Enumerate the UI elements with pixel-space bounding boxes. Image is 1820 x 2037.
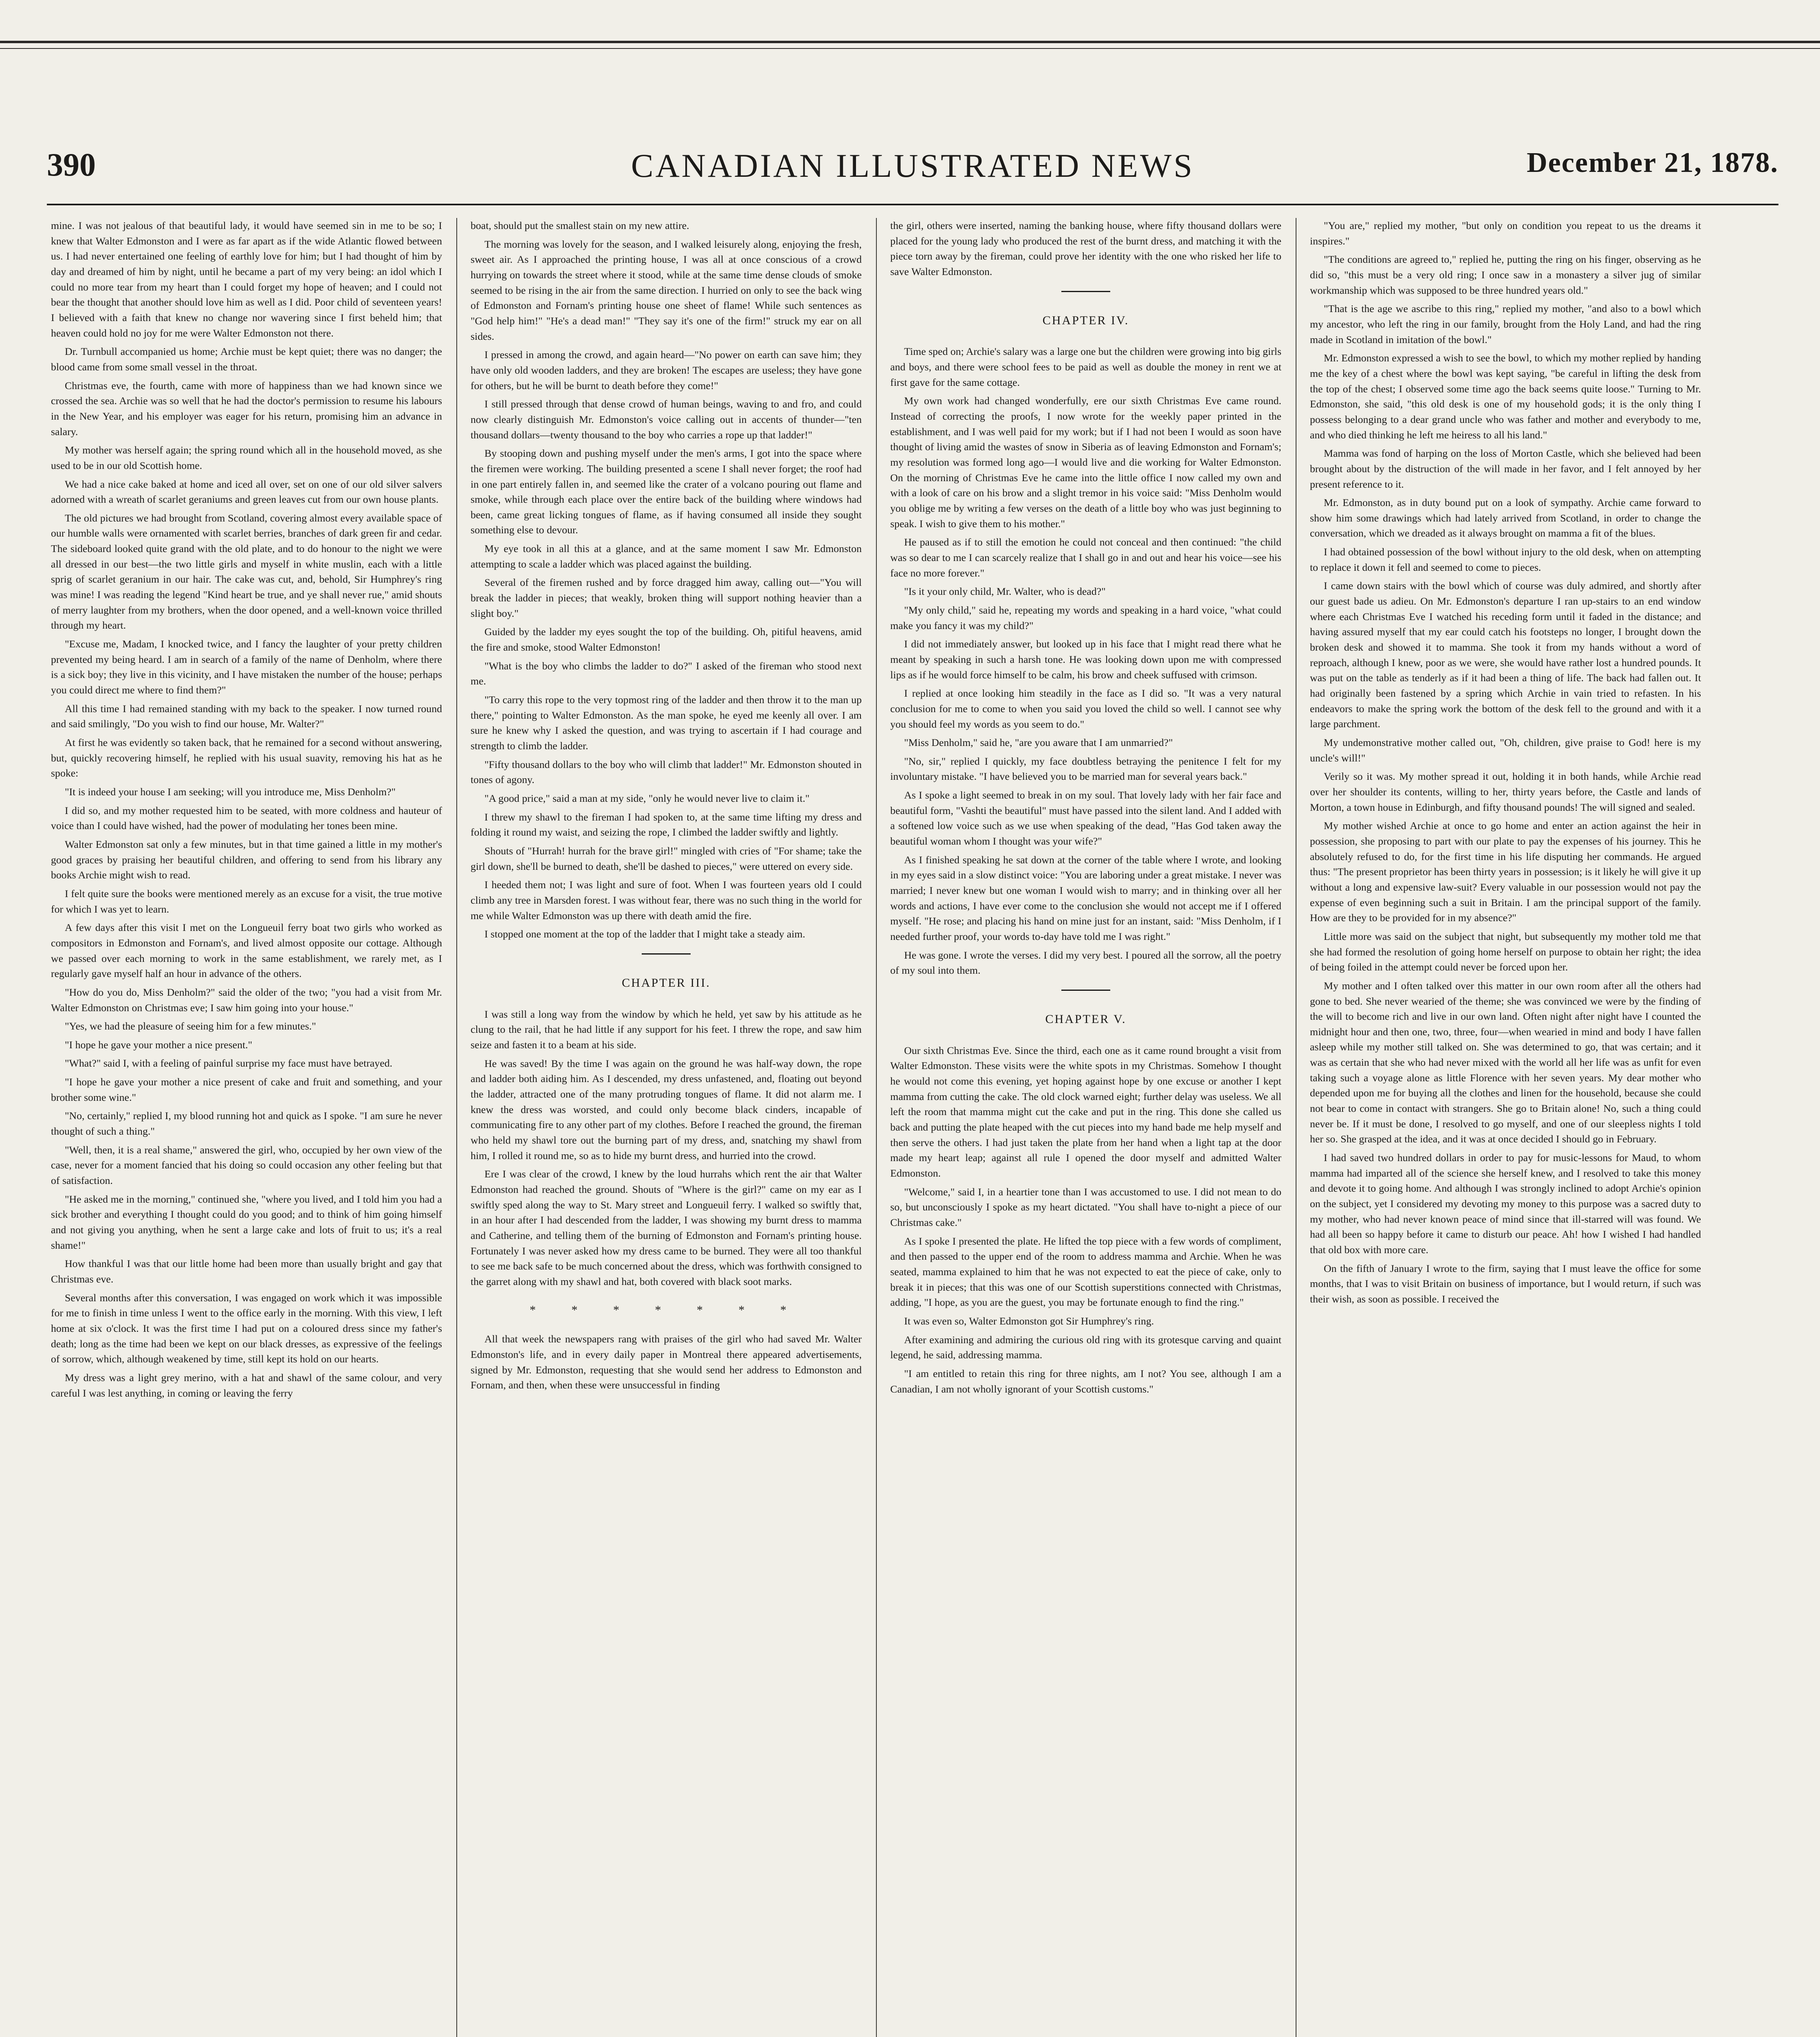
paragraph: As I finished speaking he sat down at the corner of the table where I wrote, and looking in my eyes said in a slow distinct voice: "You are laboring under a great mistake. I never was married; I never knew but one woman I would wish to marry; and in thinking over all her words and actions, I have ever come to the conclusion she would not accept me if I offered myself. "He rose; and placing his hand on mine just for an instant, said: "Miss Denholm, if I needed further proof, your words to-day have told me I was right.": [890, 854, 1281, 943]
paragraph: "What?" said I, with a feeling of painful surprise my face must have betrayed.: [65, 1057, 392, 1069]
paragraph: Several months after this conversation, I was engaged on work which it was impossible for me to finish in time unless I went to the office early in the morning. With this view, I left home at six o'clock. It was the first time I had put on a coloured dress since my father's death; long as the time had been we kept on our black dresses, as expressive of the feelings of sorrow, which, although weakened by time, still kept its hold on our hearts.: [51, 1291, 442, 1365]
paragraph: Walter Edmonston sat only a few minutes, but in that time gained a little in my mother's good graces by praising her beautiful children, and offering to send from his library any books Archie might wish to read.: [51, 838, 442, 881]
paragraph: Our sixth Christmas Eve. Since the third, each one as it came round brought a visit from Walter Edmonston. These visits were the white spots in my Christmas. Somehow I thought he would not come this evening, yet hoping against hope by one excuse or another I kept mamma from cutting the cake. The old clock warned eight; further delay was useless. We all left the room that mamma might cut the cake and put in the ring. This done she called us back and putting the plate heaped with the cut pieces into my hand bade me help myself and then serve the others. I had just taken the plate from her hand when a light tap at the door made my heart leap; against all rule I opened the door myself and admitted Walter Edmonston.: [890, 1044, 1281, 1179]
paragraph: "It is indeed your house I am seeking; will you introduce me, Miss Denholm?": [65, 785, 396, 798]
paragraph: After examining and admiring the curious old ring with its grotesque carving and quaint legend, he said, addressing mamma.: [890, 1333, 1281, 1361]
paragraph: I had obtained possession of the bowl without injury to the old desk, when on attempting to replace it down it fell and seemed to come to pieces.: [1310, 546, 1701, 573]
paragraph: mine. I was not jealous of that beautiful lady, it would have seemed sin in me to be so; I knew that Walter Edmonston and I were as far apart as if the wide Atlantic flowed between us. I had never entertained one feeling of earthly love for him; but I had thought of him by day and dreamed of him by night, until he became a part of my very being: an idol which I could no more tear from my heart than I could forget my hope of heaven; and I could not bear the thought that another should love him as well as I did. Poor child of seventeen years! I believed with a faith that knew no change nor wavering since I first beheld him; that heaven could hold no joy for me were Walter Edmonston not there.: [51, 220, 442, 339]
paragraph: "That is the age we ascribe to this ring," replied my mother, "and also to a bowl which my ancestor, who left the ring in our family, brought from the Holy Land, and had the ring made in Scotland in imitation of the bowl.": [1310, 303, 1701, 345]
paragraph: A few days after this visit I met on the Longueuil ferry boat two girls who worked as compositors in Edmonston and Fornam's, and lived almost opposite our cottage. Although we passed over each morning to work in the same establishment, we rarely met, as I regularly gave myself half an hour in advance of the others.: [51, 922, 442, 980]
paragraph: All that week the newspapers rang with praises of the girl who had saved Mr. Walter Edmonston's life, and in every daily paper in Montreal there appeared advertisements, signed by Mr. Edmonston, requesting that she would send her address to Edmonston and Fornam, and then, when these were unsuccessful in finding: [471, 1333, 862, 1391]
paragraph: I came down stairs with the bowl which of course was duly admired, and shortly after our guest bade us adieu. On Mr. Edmonston's departure I ran up-stairs to an end window where each Christmas Eve I watched his receding form until it faded in the distance; and having assured myself that my ear could catch his footsteps no longer, I brought down the broken desk and showed it to mamma. She took it from my hands without a word of reproach, although I knew, poor as we were, she would have rather lost a hundred pounds. It was put on the table as tenderly as if it had been a thing of life. The back had fallen out. It had originally been fastened by a spring which Archie in vain tried to refasten. In his endeavors to make the spring work the bottom of the desk fell to the ground and with it a large parchment.: [1310, 580, 1701, 730]
paragraph: I still pressed through that dense crowd of human beings, waving to and fro, and could now clearly distinguish Mr. Edmonston's voice calling out in accents of thunder—"ten thousand dollars—twenty thousand to the boy who carries a rope up that ladder!": [471, 398, 862, 441]
paragraph: Several of the firemen rushed and by force dragged him away, calling out—"You will break the ladder in pieces; that weakly, broken thing will support nothing heavier than a slight boy.": [471, 576, 862, 619]
paragraph: Little more was said on the subject that night, but subsequently my mother told me that she had formed the resolution of going home herself on purpose to obtain her right; the idea of being foiled in the attempt could never be forced upon her.: [1310, 930, 1701, 973]
paragraph: Shouts of "Hurrah! hurrah for the brave girl!" mingled with cries of "For shame; take the girl down, she'll be burned to death, she'll be dashed to pieces," were uttered on every side.: [471, 845, 862, 872]
paragraph: I stopped one moment at the top of the ladder that I might take a steady aim.: [484, 928, 805, 940]
paragraph: "What is the boy who climbs the ladder to do?" I asked of the fireman who stood next me.: [471, 660, 862, 687]
paragraph: It was even so, Walter Edmonston got Sir Humphrey's ring.: [904, 1315, 1154, 1327]
paragraph: He was saved! By the time I was again on the ground he was half-way down, the rope and ladder both aiding him. As I descended, my dress unfastened, and, floating out beyond the ladder, attracted one of the many protruding tongues of flame. It did not alarm me. I knew the dress was worsted, and could only become black cinders, incapable of communicating fire to any other part of my clothes. Before I reached the ground, the fireman who held my shawl tore out the burning part of my dress, and, snatching my shawl from him, I rolled it round me, so as to hide my burnt dress, and hurried into the crowd.: [471, 1057, 862, 1161]
paragraph: I did so, and my mother requested him to be seated, with more coldness and hauteur of voice than I could have wished, had the power of modulating her tones been mine.: [51, 804, 442, 832]
paragraph: I felt quite sure the books were mentioned merely as an excuse for a visit, the true motive for which I was yet to learn.: [51, 887, 442, 915]
paragraph: He paused as if to still the emotion he could not conceal and then continued: "the child was so dear to me I can scarcely realize that I shall go in and out and hear his voice—see his face no more forever.": [890, 536, 1281, 579]
issue-date: December 21, 1878.: [1527, 147, 1778, 178]
paragraph: "The conditions are agreed to," replied he, putting the ring on his finger, observing as he did so, "this must be a very old ring; I once saw in a monastery a silver jug of similar workmanship which was supposed to be three hundred years old.": [1310, 253, 1701, 296]
paragraph: Time sped on; Archie's salary was a large one but the children were growing into big girls and boys, and there were school fees to be paid as well as double the money in rent we at first gave for the same cottage.: [890, 345, 1281, 388]
paragraph: My mother was herself again; the spring round which all in the household moved, as she used to be in our old Scottish home.: [51, 444, 442, 471]
paragraph: "I hope he gave your mother a nice present of cake and fruit and something, and your brother some wine.": [51, 1076, 442, 1103]
paragraph: "Welcome," said I, in a heartier tone than I was accustomed to use. I did not mean to do so, but unconsciously I spoke as my heart dictated. "You shall have to-night a piece of our Christmas cake.": [890, 1186, 1281, 1229]
paragraph: He was gone. I wrote the verses. I did my very best. I poured all the sorrow, all the poetry of my soul into them.: [890, 949, 1281, 977]
paragraph: "No, certainly," replied I, my blood running hot and quick as I spoke. "I am sure he never thought of such a thing.": [51, 1110, 442, 1137]
paragraph: "My only child," said he, repeating my words and speaking in a hard voice, "what could make you fancy it was my child?": [890, 604, 1281, 631]
top-border-rule-thin: [0, 48, 1820, 49]
paragraph: Verily so it was. My mother spread it out, holding it in both hands, while Archie read over her shoulder its contents, willing to her, thirty years before, the Castle and lands of Morton, a town house in Edinburgh, and fifty thousand pounds! The will signed and sealed.: [1310, 770, 1701, 813]
paragraph: I replied at once looking him steadily in the face as I did so. "It was a very natural conclusion for me to come to when you said you loved the child so well. I cannot see why you should feel my words as you seem to do.": [890, 687, 1281, 730]
article-column-2: [471, 218, 862, 2037]
paragraph: At first he was evidently so taken back, that he remained for a second without answering, but, quickly recovering himself, he replied with his usual suavity, removing his hat as he spoke:: [51, 737, 442, 779]
paragraph: I pressed in among the crowd, and again heard—"No power on earth can save him; they have only old wooden ladders, and they are broken! The escapes are useless; they have gone for others, but he will be burnt to death before they come!": [471, 349, 862, 392]
paragraph: "A good price," said a man at my side, "only he would never live to claim it.": [484, 792, 810, 804]
paragraph: On the fifth of January I wrote to the firm, saying that I must leave the office for some months, that I was to visit Britain on business of importance, but I would return, if such was their wish, as soon as possible. I received the: [1310, 1262, 1701, 1305]
paragraph: Mr. Edmonston expressed a wish to see the bowl, to which my mother replied by handing me the key of a chest where the bowl was kept saying, "be careful in lifting the desk from the top of the chest; I observed some time ago the back seems quite loose." Turning to Mr. Edmonston, she said, "this old desk is one of my household gods; it is the only thing I possess belonging to a dear grand uncle who was father and mother and everybody to me, and who died thinking he left me heiress to all his land.": [1310, 352, 1701, 441]
paragraph: "You are," replied my mother, "but only on condition you repeat to us the dreams it inspires.": [1310, 220, 1701, 247]
paragraph: All this time I had remained standing with my back to the speaker. I now turned round and said smilingly, "Do you wish to find our house, Mr. Walter?": [51, 702, 442, 730]
paragraph: "Yes, we had the pleasure of seeing him for a few minutes.": [65, 1020, 316, 1032]
paragraph: "Excuse me, Madam, I knocked twice, and I fancy the laughter of your pretty children prevented my being heard. I am in search of a family of the name of Denholm, where there is a sick boy; they live in this vicinity, and I have mistaken the number of the house; perhaps you could direct me where to find them?": [51, 638, 442, 696]
paragraph: As I spoke I presented the plate. He lifted the top piece with a few words of compliment, and then passed to the upper end of the room to address mamma and Archie. When he was seated, mamma explained to him that he was not expected to eat the piece of cake, only to break it in pieces; that this was one of our Scottish superstitions connected with Christmas, adding, "I hope, as you are the guest, you may be fortunate enough to find the ring.": [890, 1235, 1281, 1309]
paragraph: "No, sir," replied I quickly, my face doubtless betraying the penitence I felt for my involuntary mistake. "I have believed you to be married man for several years back.": [890, 755, 1281, 783]
paragraph: How thankful I was that our little home had been more than usually bright and gay that Christmas eve.: [51, 1258, 442, 1285]
section-rule: [642, 953, 691, 955]
article-column-4: [1310, 218, 1701, 2037]
section-break-stars: * * * * * * *: [530, 1303, 803, 1317]
paragraph: the girl, others were inserted, naming the banking house, where fifty thousand dollars were placed for the young lady who produced the rest of the burnt dress, and matching it with the piece torn away by the fireman, could prove her identity with the one who risked her life to save Walter Edmonston.: [890, 220, 1281, 277]
paragraph: Dr. Turnbull accompanied us home; Archie must be kept quiet; there was no danger; the blood came from some small vessel in the throat.: [51, 345, 442, 373]
masthead: [47, 147, 1778, 204]
paragraph: "I hope he gave your mother a nice present.": [65, 1038, 253, 1051]
paragraph: I was still a long way from the window by which he held, yet saw by his attitude as he clung to the rail, that he had little if any support for his feet. I threw the rope, and saw him seize and fasten it to a beam at his side.: [471, 1008, 862, 1051]
page-number: 390: [47, 147, 96, 183]
paragraph: "I am entitled to retain this ring for three nights, am I not? You see, although I am a Canadian, I am not wholly ignorant of your Scottish customs.": [890, 1367, 1281, 1395]
paragraph: I threw my shawl to the fireman I had spoken to, at the same time lifting my dress and folding it round my waist, and seizing the rope, I climbed the ladder swiftly and lightly.: [471, 811, 862, 838]
paragraph: Mamma was fond of harping on the loss of Morton Castle, which she believed had been brought about by the distruction of the will made in her favor, and I felt annoyed by her present reference to it.: [1310, 447, 1701, 490]
paragraph: "He asked me in the morning," continued she, "where you lived, and I told him you had a sick brother and everything I thought could do you good; and to think of him going himself and not giving you anything, when he sent a large cake and lots of fruit to us; it's a real shame!": [51, 1193, 442, 1251]
paragraph: Ere I was clear of the crowd, I knew by the loud hurrahs which rent the air that Walter Edmonston had reached the ground. Shouts of "Where is the girl?" came on my ear as I swiftly sped along the way to St. Mary street and Longueuil ferry. I walked so swiftly that, in an hour after I had descended from the ladder, I was showing my burnt dress to mamma and Catherine, and telling them of the burning of Edmonston and Fornam's printing house. Fortunately I was never asked how my dress came to be burned. They were all too thankful to see me back safe to be much concerned about the dress, which was forthwith consigned to the garret along with my shawl and hat, both covered with black soot marks.: [471, 1168, 862, 1287]
paragraph: My own work had changed wonderfully, ere our sixth Christmas Eve came round. Instead of correcting the proofs, I now wrote for the weekly paper printed in the establishment, and I was well paid for my work; but if I had not been I would as soon have thought of living amid the wastes of snow in Siberia as of leaving Edmonston and Fornam's; my resolution was formed long ago—I would live and die working for Walter Edmonston. On the morning of Christmas Eve he came into the little office I now called my own and with a look of care on his brow and a slight tremor in his voice said: "Miss Denholm would you oblige me by writing a few verses on the death of a little boy who was just beginning to speak. I wish to give them to his mother.": [890, 395, 1281, 530]
paragraph: "Well, then, it is a real shame," answered the girl, who, occupied by her own view of the case, never for a moment fancied that his doing so could occasion any other feeling but that of satisfaction.: [51, 1144, 442, 1187]
paragraph: "Miss Denholm," said he, "are you aware that I am unmarried?": [904, 737, 1173, 749]
paragraph: My mother wished Archie at once to go home and enter an action against the heir in possession, she proposing to part with our plate to pay the expenses of his journey. This he absolutely refused to do, for the first time in his life disputing her commands. He argued thus: "The present proprietor has been thirty years in possession; is it likely he will give it up without a long and expensive law-suit? Every valuable in our possession would not pay the expense of even beginning such a suit in Britain. I am the principal support of the family. How are they to be provided for in my absence?": [1310, 820, 1701, 924]
masthead-rule: [47, 204, 1778, 205]
paragraph: "Fifty thousand dollars to the boy who will climb that ladder!" Mr. Edmonston shouted in tones of agony.: [471, 758, 862, 786]
paragraph: My undemonstrative mother called out, "Oh, children, give praise to God! here is my uncle's will!": [1310, 737, 1701, 764]
column-divider: [876, 218, 877, 2037]
paragraph: "To carry this rope to the very topmost ring of the ladder and then throw it to the man up there," pointing to Walter Edmonston. As the man spoke, he eyed me keenly all over. I am sure he knew why I asked the question, and was trying to ascertain if I had courage and strength to climb the ladder.: [471, 694, 862, 752]
paragraph: "Is it your only child, Mr. Walter, who is dead?": [904, 585, 1106, 598]
newspaper-title: CANADIAN ILLUSTRATED NEWS: [631, 147, 1195, 184]
paragraph: Mr. Edmonston, as in duty bound put on a look of sympathy. Archie came forward to show him some drawings which had lately arrived from Scotland, in order to change the conversation, which we dreaded as it always brought on mamma a fit of the blues.: [1310, 497, 1701, 539]
paragraph: I heeded them not; I was light and sure of foot. When I was fourteen years old I could climb any tree in Marsden forest. I was without fear, there was no such thing in the world for me while Walter Edmonston was up there with death amid the fire.: [471, 879, 862, 922]
paragraph: I did not immediately answer, but looked up in his face that I might read there what he meant by speaking in such a harsh tone. He was looking down upon me with compressed lips as if he would force himself to be calm, his brow and cheek suffused with crimson.: [890, 638, 1281, 681]
paragraph: My mother and I often talked over this matter in our own room after all the others had gone to bed. She never wearied of the theme; she was convinced we were by the finding of the will to become rich and live in our own land. Often night after night have I counted the midnight hour and then one, two, three, four—when wearied in mind and body I have fallen asleep while my mother still talked on. She was determined to go, that was certain; and it was as certain that she who had never mixed with the world all her life was as unfit for even taking such a voyage alone as little Florence with her seven years. My dear mother who depended upon me for buying all the clothes and linen for the household, because she could not bear to come in contact with strangers. She go to Britain alone! No, such a thing could never be. If it must be done, I resolved to go myself, and one of our sleepless nights I told her so. She grasped at the idea, and it was at once decided I should go in February.: [1310, 979, 1701, 1145]
chapter-heading: CHAPTER III.: [622, 976, 711, 990]
paragraph: Christmas eve, the fourth, came with more of happiness than we had known since we crossed the sea. Archie was so well that he had the doctor's permission to resume his labours in the New Year, and his employer was eager for his return, promising him an advance in salary.: [51, 379, 442, 438]
paragraph: boat, should put the smallest stain on my new attire.: [471, 220, 689, 231]
column-divider: [456, 218, 457, 2037]
article-column-3: [890, 218, 1281, 2037]
paragraph: As I spoke a light seemed to break in on my soul. That lovely lady with her fair face and beautiful form, "Vashti the beautiful" must have passed into the silent land. And I added with a softened low voice such as we use when speaking of the dead, "Has God taken away the beautiful woman whom I thought was your wife?": [890, 789, 1281, 847]
section-rule: [1061, 990, 1110, 991]
paragraph: "How do you do, Miss Denholm?" said the older of the two; "you had a visit from Mr. Walter Edmonston on Christmas eve; I saw him going into your house.": [51, 986, 442, 1014]
chapter-heading: CHAPTER IV.: [1042, 313, 1129, 327]
top-border-rule: [0, 41, 1820, 43]
chapter-heading: CHAPTER V.: [1045, 1012, 1127, 1026]
paragraph: We had a nice cake baked at home and iced all over, set on one of our old silver salvers adorned with a wreath of scarlet geraniums and green leaves cut from our own house plants.: [51, 478, 442, 506]
paragraph: I had saved two hundred dollars in order to pay for music-lessons for Maud, to whom mamma had imparted all of the science she herself knew, and I resolved to take this money and devote it to going home. And although I was strongly inclined to adopt Archie's opinion on the subject, yet I considered my devoting my money to this purpose was a sacred duty to my mother, who had never known peace of mind since that ill-starred will was found. We had all been so happy before it came to disturb our peace. Ah! how I wished I had handled that old box with more care.: [1310, 1152, 1701, 1256]
paragraph: By stooping down and pushing myself under the men's arms, I got into the space where the firemen were working. The building presented a scene I shall never forget; the roof had in one part entirely fallen in, and seemed like the crater of a volcano pouring out flame and smoke, while through each place over the entire back of the building where windows had been, came great licking tongues of flame, as if having consumed all inside they sought something else to devour.: [471, 447, 862, 536]
paragraph: Guided by the ladder my eyes sought the top of the building. Oh, pitiful heavens, amid the fire and smoke, stood Walter Edmonston!: [471, 626, 862, 653]
paragraph: My dress was a light grey merino, with a hat and shawl of the same colour, and very careful I was lest anything, in coming or leaving the ferry: [51, 1371, 442, 1399]
article-column-1: [51, 218, 442, 2037]
section-rule: [1061, 291, 1110, 292]
paragraph: The old pictures we had brought from Scotland, covering almost every available space of our humble walls were ornamented with scarlet berries, branches of dark green fir and cedar. The sideboard looked quite grand with the old plate, and to do honour to the night we were all dressed in our best—the two little girls and myself in white muslin, each with a little sprig of scarlet geranium in our hair. The cake was cut, and, behold, Sir Humphrey's ring was mine! I was reading the legend "Kind heart be true, and ye shall never rue," amid shouts of merry laughter from my brothers, when the door opened, and a well-known voice thrilled through my heart.: [51, 512, 442, 631]
paragraph: My eye took in all this at a glance, and at the same moment I saw Mr. Edmonston attempting to scale a ladder which was placed against the building.: [471, 543, 862, 570]
paragraph: The morning was lovely for the season, and I walked leisurely along, enjoying the fresh, sweet air. As I approached the printing house, I was all at once conscious of a crowd hurrying on towards the street where it stood, while at the same time dense clouds of smoke seemed to be rising in the air from the same direction. I hurried on only to see the back wing of Edmonston and Fornam's printing house one sheet of flame! While such sentences as "God help him!" "He's a dead man!" "They say it's one of the firm!" struck my ear on all sides.: [471, 238, 862, 342]
